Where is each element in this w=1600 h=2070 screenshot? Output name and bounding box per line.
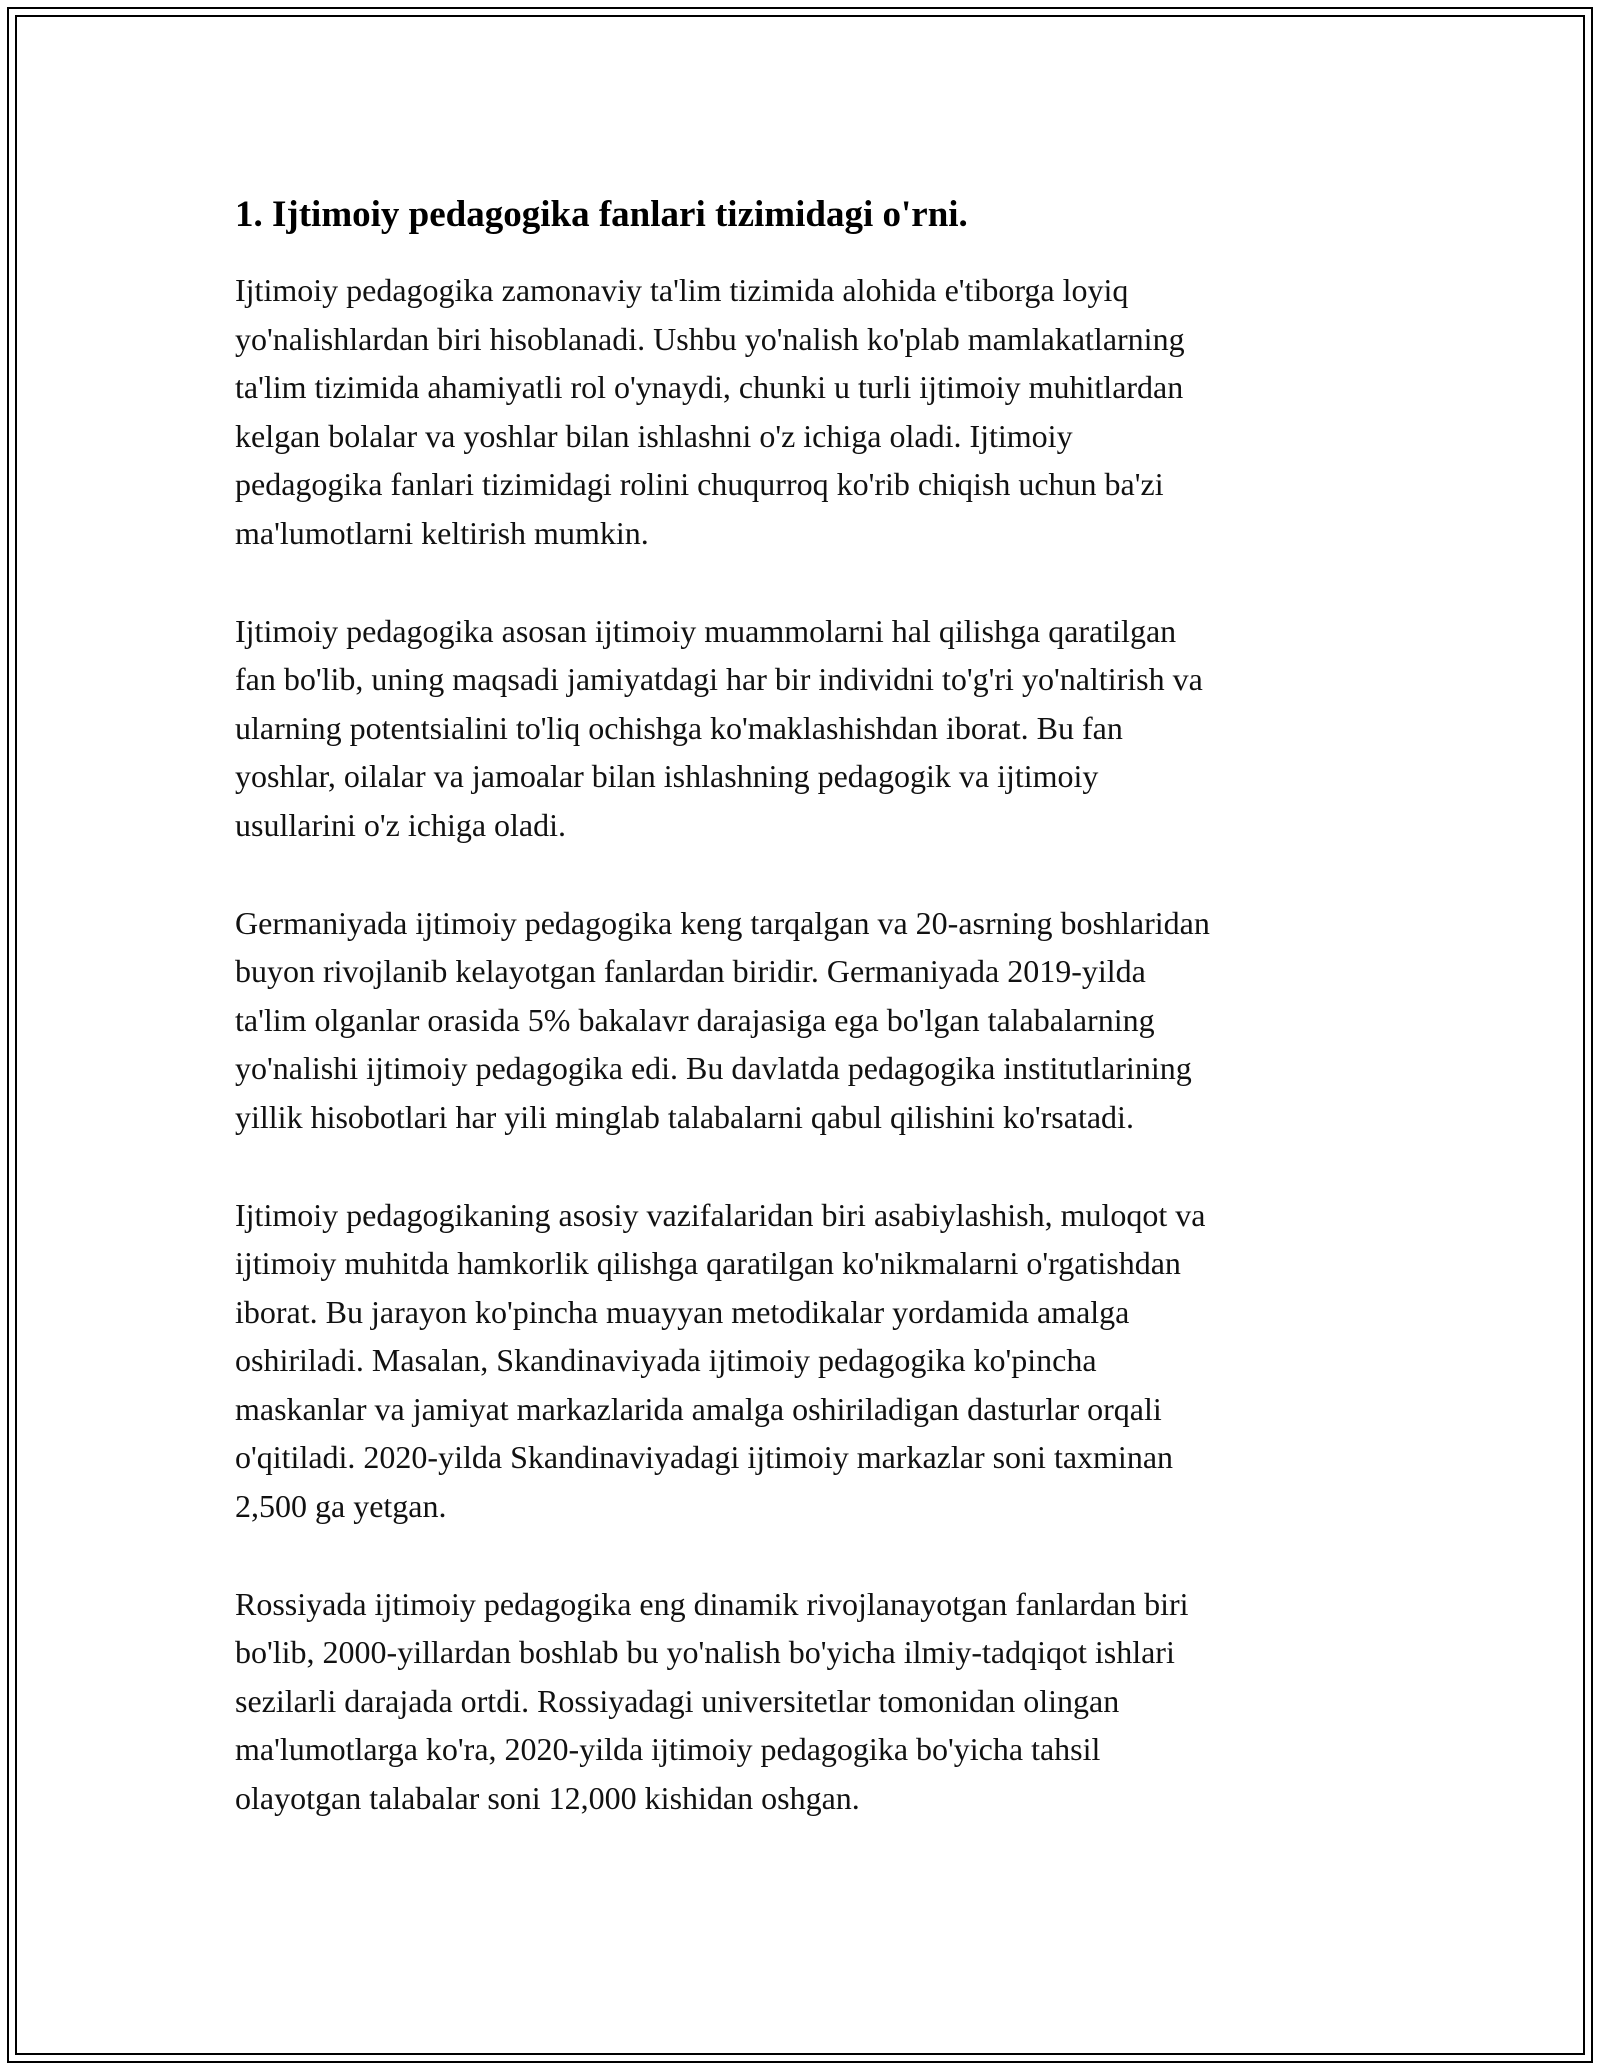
paragraph-definition [235, 607, 1365, 850]
paragraph-germany [235, 899, 1365, 1142]
paragraph-line: kelgan bolalar va yoshlar bilan ishlashni o'z ichiga oladi. Ijtimoiy [235, 417, 1073, 454]
paragraph-line: ta'lim tizimida ahamiyatli rol o'ynaydi, chunki u turli ijtimoiy muhitlardan [235, 369, 1184, 406]
paragraph-line: Germaniyada ijtimoiy pedagogika keng tarqalgan va 20-asrning boshlaridan [235, 904, 1210, 941]
paragraph-line: Rossiyada ijtimoiy pedagogika eng dinamik rivojlanayotgan fanlardan biri [235, 1585, 1189, 1622]
paragraph-line: olayotgan talabalar soni 12,000 kishidan oshgan. [235, 1780, 860, 1817]
paragraph-line: Ijtimoiy pedagogika zamonaviy ta'lim tizimida alohida e'tiborga loyiq [235, 272, 1129, 308]
document-body [235, 186, 1365, 1872]
document-title: 1. Ijtimoiy pedagogika fanlari tizimidagi o'rni. [235, 194, 968, 235]
paragraph-line: ularning potentsialini to'liq ochishga ko'maklashishdan iborat. Bu fan [235, 709, 1123, 746]
paragraph-line: Ijtimoiy pedagogika asosan ijtimoiy muammolarni hal qilishga qaratilgan [235, 612, 1177, 649]
paragraph-line: Ijtimoiy pedagogikaning asosiy vazifalaridan biri asabiylashish, muloqot va [235, 1196, 1206, 1233]
paragraph-line: yillik hisobotlari har yili minglab talabalarni qabul qilishini ko'rsatadi. [235, 1098, 1134, 1135]
paragraph-line: ma'lumotlarga ko'ra, 2020-yilda ijtimoiy pedagogika bo'yicha tahsil [235, 1731, 1101, 1768]
paragraph-line: buyon rivojlanib kelayotgan fanlardan biridir. Germaniyada 2019-yilda [235, 953, 1146, 990]
paragraph-line: iborat. Bu jarayon ko'pincha muayyan metodikalar yordamida amalga [235, 1293, 1130, 1330]
paragraph-line: maskanlar va jamiyat markazlarida amalga oshiriladigan dasturlar orqali [235, 1390, 1162, 1427]
paragraph-line: 2,500 ga yetgan. [235, 1488, 447, 1525]
paragraph-line: ma'lumotlarni keltirish mumkin. [235, 514, 649, 551]
paragraph-scandinavia [235, 1191, 1365, 1531]
paragraph-line: yoshlar, oilalar va jamoalar bilan ishlashning pedagogik va ijtimoiy [235, 758, 1099, 795]
paragraph-line: oshiriladi. Masalan, Skandinaviyada ijtimoiy pedagogika ko'pincha [235, 1342, 1097, 1379]
paragraph-line: bo'lib, 2000-yillardan boshlab bu yo'nalish bo'yicha ilmiy-tadqiqot ishlari [235, 1634, 1175, 1671]
paragraph-line: yo'nalishlardan biri hisoblanadi. Ushbu yo'nalish ko'plab mamlakatlarning [235, 320, 1185, 357]
paragraph-line: ta'lim olganlar orasida 5% bakalavr darajasiga ega bo'lgan talabalarning [235, 1001, 1155, 1038]
paragraph-line: ijtimoiy muhitda hamkorlik qilishga qaratilgan ko'nikmalarni o'rgatishdan [235, 1245, 1181, 1282]
paragraph-introduction [235, 266, 1365, 558]
paragraph-line: sezilarli darajada ortdi. Rossiyadagi universitetlar tomonidan olingan [235, 1682, 1120, 1719]
paragraph-line: fan bo'lib, uning maqsadi jamiyatdagi har bir individni to'g'ri yo'naltirish va [235, 661, 1203, 698]
paragraph-line: pedagogika fanlari tizimidagi rolini chuqurroq ko'rib chiqish uchun ba'zi [235, 466, 1164, 503]
paragraph-line: usullarini o'z ichiga oladi. [235, 806, 567, 843]
paragraph-russia [235, 1580, 1365, 1823]
paragraph-line: yo'nalishi ijtimoiy pedagogika edi. Bu davlatda pedagogika institutlarining [235, 1050, 1192, 1087]
paragraph-line: o'qitiladi. 2020-yilda Skandinaviyadagi ijtimoiy markazlar soni taxminan [235, 1439, 1174, 1476]
